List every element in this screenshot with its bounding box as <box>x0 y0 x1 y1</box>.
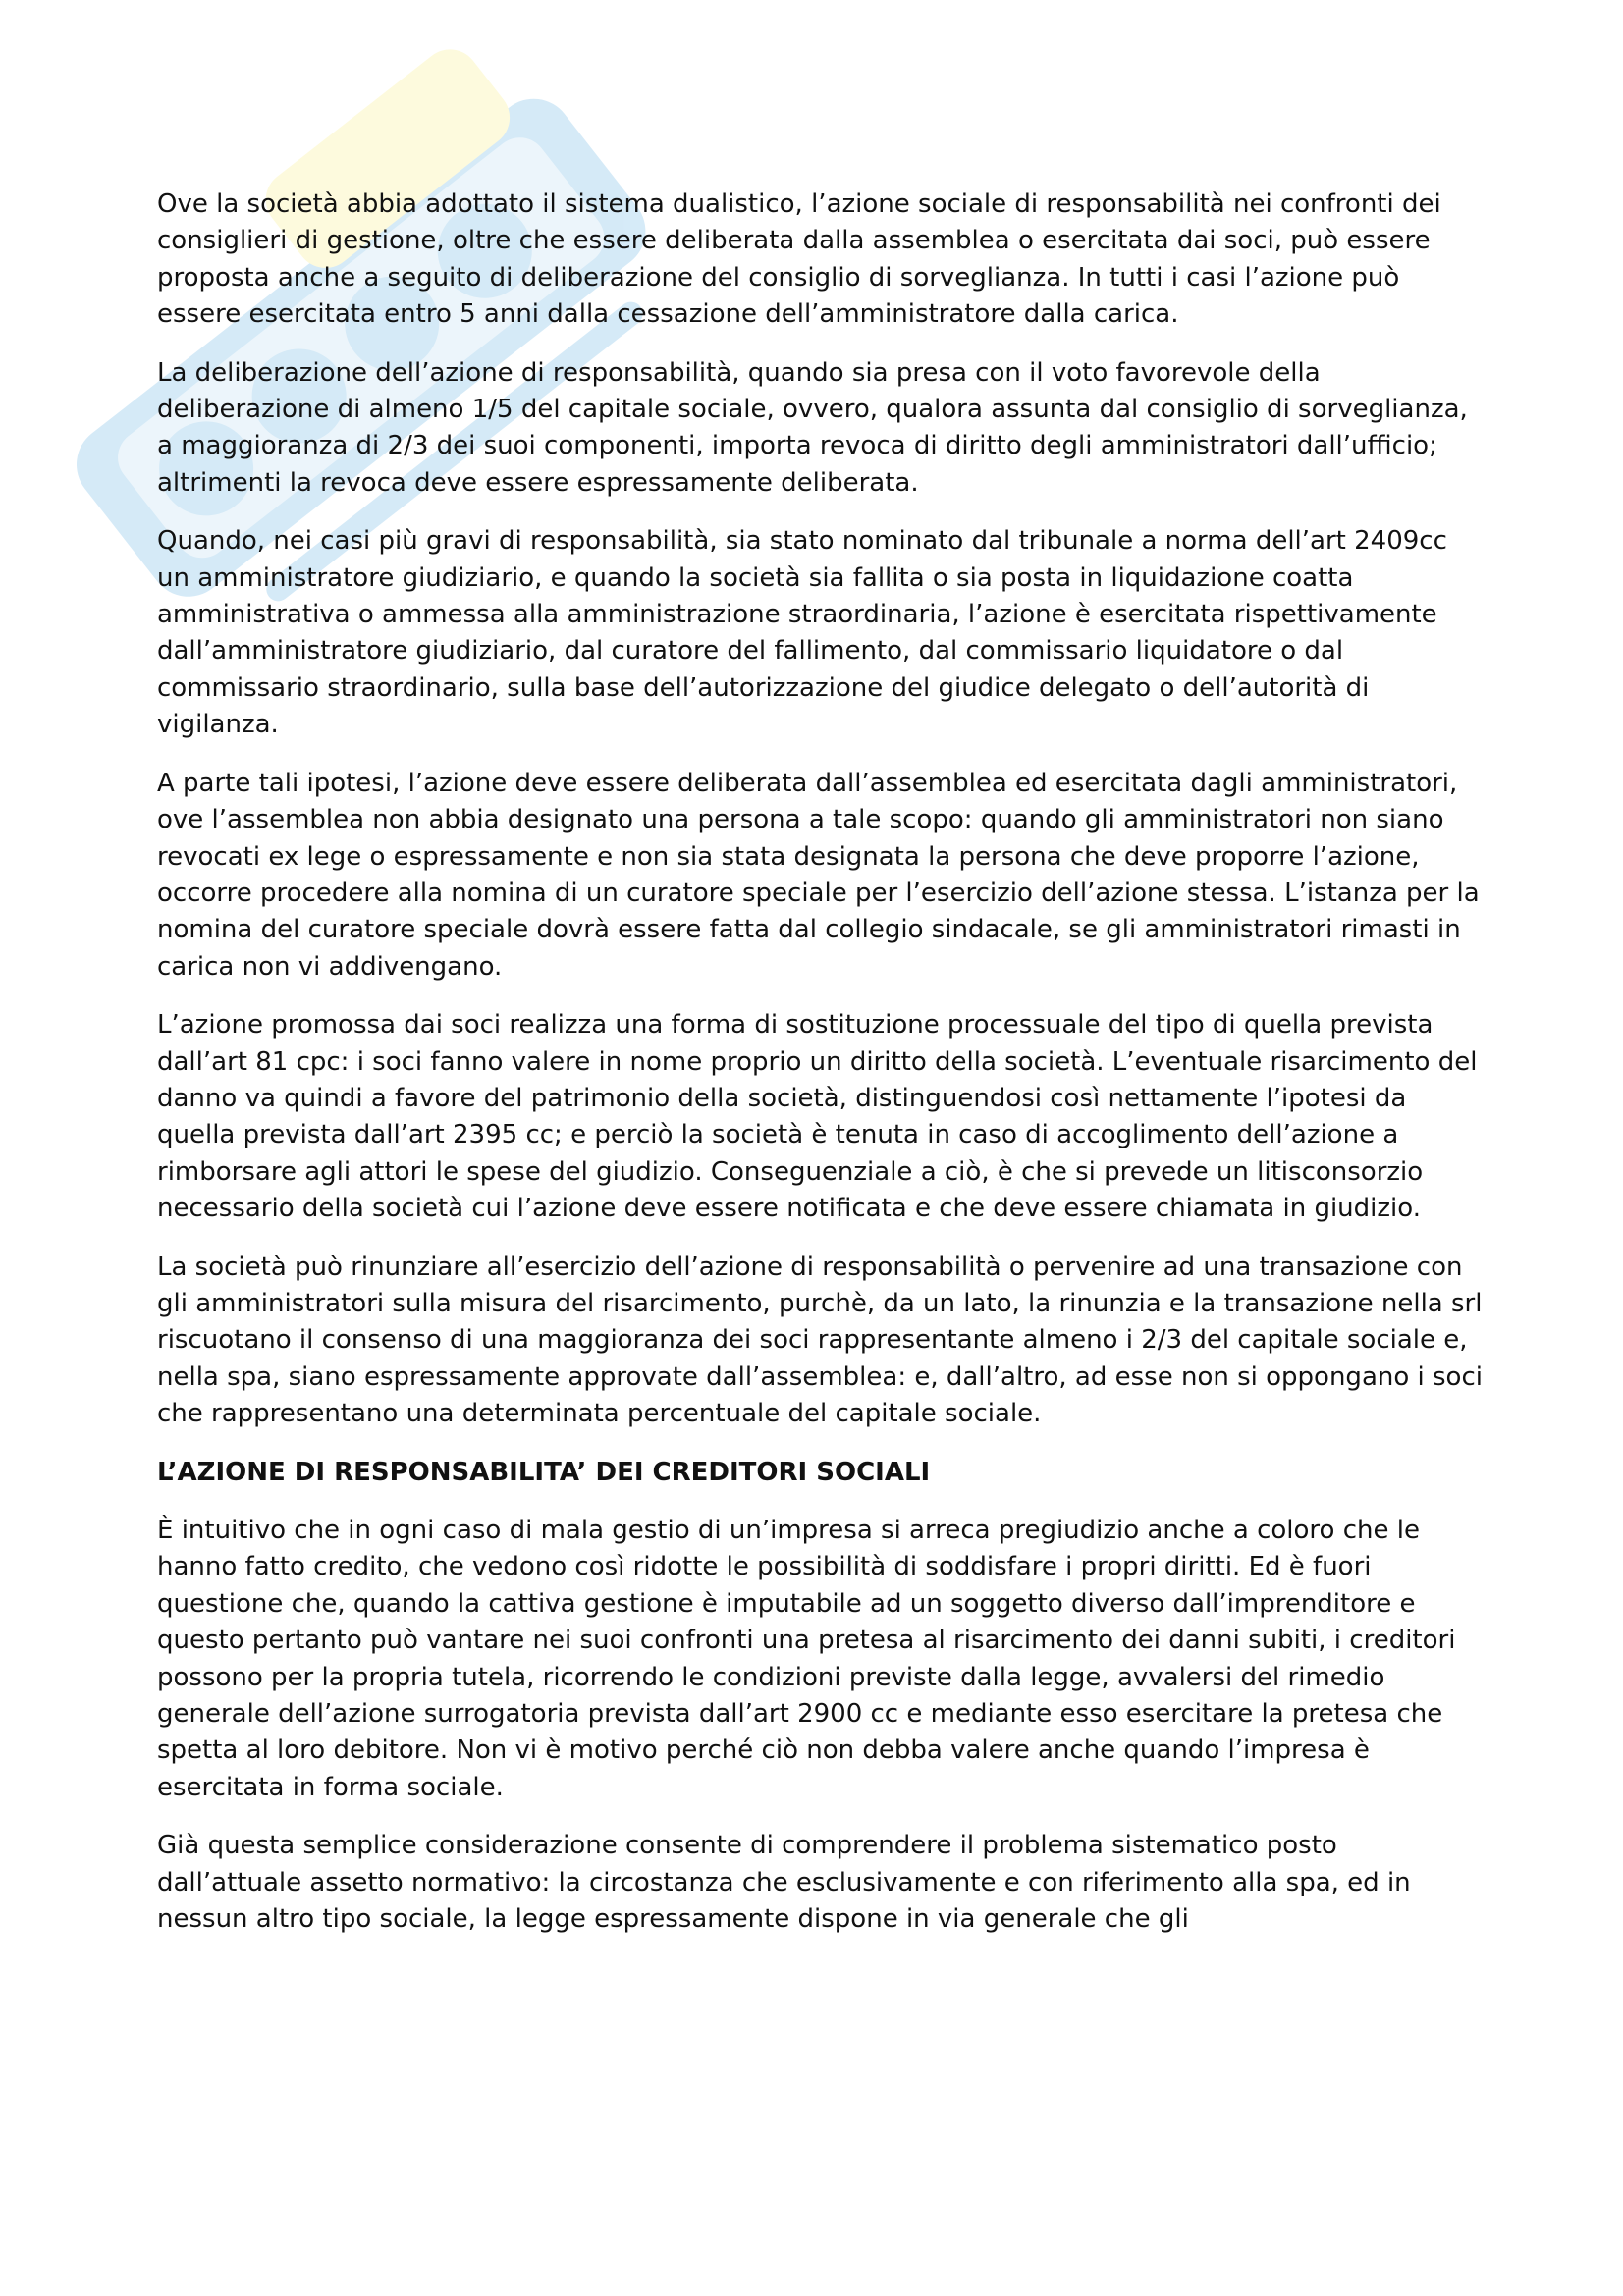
section-heading-creditors: L’AZIONE DI RESPONSABILITA’ DEI CREDITORI SOCIALI <box>157 1457 931 1487</box>
paragraph-mala-gestio: È intuitivo che in ogni caso di mala gestio di un’impresa si arreca pregiudizio anche a coloro che le hanno fatto credito, che vedono così ridotte le possibilità di soddisfare i propri diritti. Ed è fuori questione che, quando la cattiva gestione è imputabile ad un soggetto diverso dall’imprenditore e questo pertanto può vantare nei suoi confronti una pretesa al risarcimento dei danni subiti, i creditori possono per la propria tutela, ricorrendo le condizioni previste dalla legge, avvalersi del rimedio generale dell’azione surrogatoria prevista dall’art 2900 cc e mediante esso esercitare la pretesa che spetta al loro debitore. Non vi è motivo perché ciò non debba valere anche quando l’impresa è esercitata in forma sociale. <box>157 1516 1456 1802</box>
paragraph-shareholder-action: L’azione promossa dai soci realizza una forma di sostituzione processuale del tipo di quella prevista dall’art 81 cpc: i soci fanno valere in nome proprio un diritto della società. L’eventuale risarcimento del danno va quindi a favore del patrimonio della società, distinguendosi così nettamente l’ipotesi da quella prevista dall’art 2395 cc; e perciò la società è tenuta in caso di accoglimento dell’azione a rimborsare agli attori le spese del giudizio. Conseguenziale a ciò, è che si prevede un litisconsorzio necessario della società cui l’azione deve essere notificata e che deve essere chiamata in giudizio. <box>157 1010 1478 1224</box>
paragraph-special-curator: A parte tali ipotesi, l’azione deve essere deliberata dall’assemblea ed esercitata dagli amministratori, ove l’assemblea non abbia designato una persona a tale scopo: quando gli amministratori non siano revocati ex lege o espressamente e non sia stata designata la persona che deve proporre l’azione, occorre procedere alla nomina di un curatore speciale per l’esercizio dell’azione stessa. L’istanza per la nomina del curatore speciale dovrà essere fatta dal collegio sindacale, se gli amministratori rimasti in carica non vi addivengano. <box>157 768 1480 982</box>
paragraph-dualistic-system: Ove la società abbia adottato il sistema dualistico, l’azione sociale di responsabilità nei confronti dei consiglieri di gestione, oltre che essere deliberata dalla assemblea o esercitata dai soci, può essere proposta anche a seguito di deliberazione del consiglio di sorveglianza. In tutti i casi l’azione può essere esercitata entro 5 anni dalla cessazione dell’amministratore dalla carica. <box>157 189 1441 330</box>
document-page <box>157 187 1483 1959</box>
paragraph-judicial-administrator: Quando, nei casi più gravi di responsabilità, sia stato nominato dal tribunale a norma dell’art 2409cc un amministratore giudiziario, e quando la società sia fallita o sia posta in liquidazione coatta amministrativa o ammessa alla amministrazione straordinaria, l’azione è esercitata rispettivamente dall’amministratore giudiziario, dal curatore del fallimento, dal commissario liquidatore o dal commissario straordinario, sulla base dell’autorizzazione del giudice delegato o dell’autorità di vigilanza. <box>157 526 1447 740</box>
paragraph-systematic-problem: Già questa semplice considerazione consente di comprendere il problema sistematico posto dall’attuale assetto normativo: la circostanza che esclusivamente e con riferimento alla spa, ed in nessun altro tipo sociale, la legge espressamente dispone in via generale che gli <box>157 1831 1411 1935</box>
paragraph-revocation: La deliberazione dell’azione di responsabilità, quando sia presa con il voto favorevole della deliberazione di almeno 1/5 del capitale sociale, ovvero, qualora assunta dal consiglio di sorveglianza, a maggioranza di 2/3 dei suoi componenti, importa revoca di diritto degli amministratori dall’ufficio; altrimenti la revoca deve essere espressamente deliberata. <box>157 357 1468 498</box>
paragraph-renunciation: La società può rinunziare all’esercizio dell’azione di responsabilità o pervenire ad una transazione con gli amministratori sulla misura del risarcimento, purchè, da un lato, la rinunzia e la transazione nella srl riscuotano il consenso di una maggioranza dei soci rappresentante almeno i 2/3 del capitale sociale e, nella spa, siano espressamente approvate dall’assemblea: e, dall’altro, ad esse non si oppongano i soci che rappresentano una determinata percentuale del capitale sociale. <box>157 1252 1483 1429</box>
